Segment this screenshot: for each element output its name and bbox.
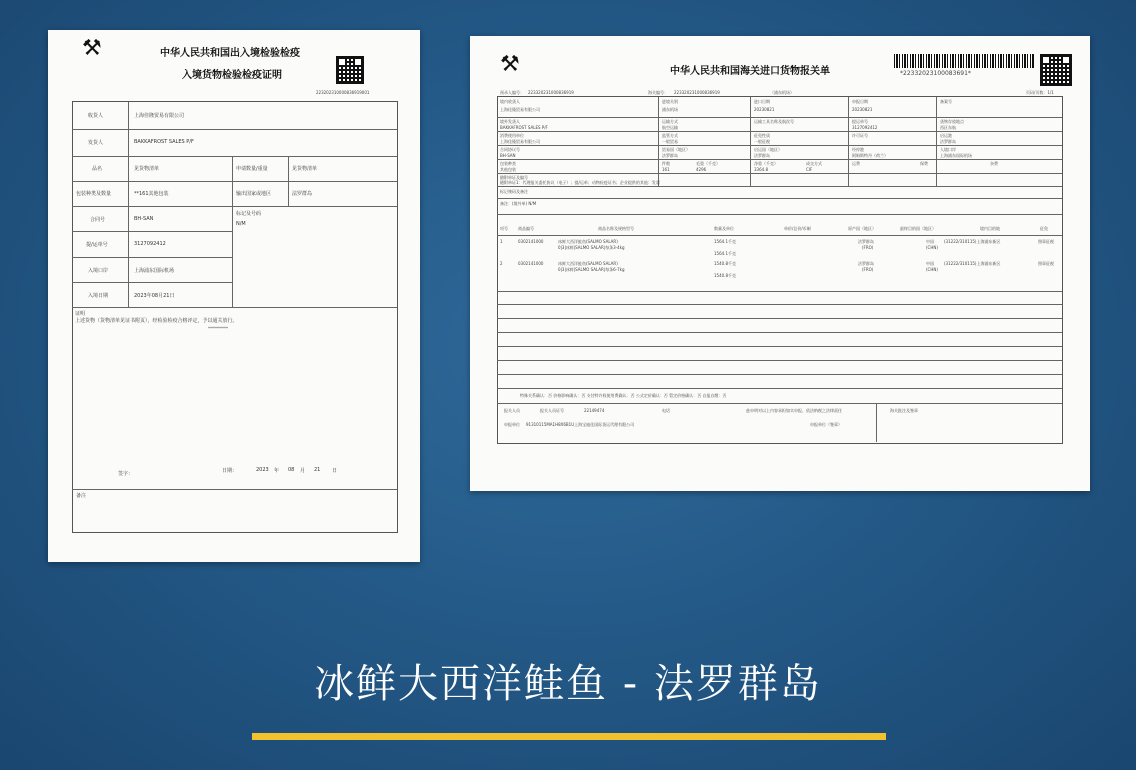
date-year-unit: 年 xyxy=(274,468,280,474)
field-port-value: 浦东机场 xyxy=(662,107,678,112)
goods-row-2-qty2: 1540.8千克 xyxy=(714,273,736,278)
statement-label: 证明 xyxy=(75,311,86,317)
field-transport-label: 运输方式 xyxy=(662,119,678,124)
field-pieces-label: 件数 xyxy=(662,161,670,166)
field-depart-country-value: 法罗群岛 xyxy=(754,153,770,158)
value-contract: BH-SAN xyxy=(134,216,154,222)
value-origin-country: 法罗群岛 xyxy=(292,191,313,197)
customs-no-value: 223320231000836919 xyxy=(674,90,720,95)
field-import-date-value: 20230821 xyxy=(754,107,775,112)
goods-header-qty: 数量及单位 xyxy=(714,226,734,231)
value-quantity: 见货物清单 xyxy=(292,166,318,172)
goods-row-2-origin-code: (FRO) xyxy=(862,267,874,272)
field-supervision-label: 监管方式 xyxy=(662,133,678,138)
field-loading-port-value: 法罗群岛 xyxy=(940,139,956,144)
date-month-unit: 月 xyxy=(300,468,306,474)
marks-label: 标记唛码及备注 xyxy=(500,189,528,194)
qr-code-icon xyxy=(336,56,364,84)
goods-header-exempt: 征免 xyxy=(1040,226,1048,231)
value-entry-port: 上海浦东国际机场 xyxy=(134,268,175,274)
qr-code-icon xyxy=(1040,54,1072,86)
field-transport-value: 航空运输 xyxy=(662,125,678,130)
goods-row-1-exempt: 照章征税 xyxy=(1038,239,1054,244)
certificate-title-2: 入境货物检验检疫证明 xyxy=(182,70,282,81)
label-entry-port: 入境口岸 xyxy=(88,268,109,274)
field-license-label: 许可证号 xyxy=(852,133,868,138)
field-tax-label: 征免性质 xyxy=(754,133,770,138)
barcode-icon xyxy=(894,54,1034,68)
field-trade-country-value: 法罗群岛 xyxy=(662,153,678,158)
field-trade-country-label: 贸易国（地区） xyxy=(662,147,690,152)
goods-row-1-origin-code: (FRO) xyxy=(862,245,874,250)
label-goods-name: 品名 xyxy=(92,166,103,172)
goods-row-2-dest-code: (CHN) xyxy=(926,267,938,272)
statement-text: 上述货物（货物清单见证书附页），经检验检疫合格评定，予以通关放行。 xyxy=(75,318,238,324)
field-package-label: 包装种类 xyxy=(500,161,516,166)
marks-text: 备注：(境外单) N/M xyxy=(500,201,537,206)
goods-row-1-dest-code: (CHN) xyxy=(926,245,938,250)
value-marks: N/M xyxy=(236,221,246,227)
goods-row-1-no: 1 xyxy=(500,239,503,244)
customs-emblem-icon: ⚒ xyxy=(500,52,520,77)
goods-row-2-no: 2 xyxy=(500,261,503,266)
confirm-row: 特殊关系确认：否 价格影响确认：否 支付特许权使用费确认：否 公式定价确认：否 暂定价格确认：否 自报自缴：否 xyxy=(520,393,727,398)
field-bill-value: 3127092412 xyxy=(852,125,878,130)
goods-row-2-dest: 中国 xyxy=(926,261,934,266)
field-transit-value: 阿姆斯特丹（荷兰） xyxy=(852,153,888,158)
value-goods-name: 见货物清单 xyxy=(134,166,160,172)
field-import-date-label: 进口日期 xyxy=(754,99,770,104)
certificate-title-1: 中华人民共和国出入境检验检疫 xyxy=(160,48,300,59)
declarant-cert-value: 22149474 xyxy=(584,408,605,413)
inspection-certificate xyxy=(48,30,420,562)
field-tax-value: 一般征税 xyxy=(754,139,770,144)
field-entry-port-value: 上海浦东国际机场 xyxy=(940,153,972,158)
label-consignee: 收货人 xyxy=(88,113,104,119)
phone-label: 电话 xyxy=(662,408,670,413)
field-consignee-label: 境内收货人 xyxy=(500,99,520,104)
customs-port: （浦东机场） xyxy=(770,90,794,95)
field-misc-label: 杂费 xyxy=(990,161,998,166)
field-net-label: 净重（千克） xyxy=(754,161,778,166)
goods-header-code: 商品编号 xyxy=(518,226,534,231)
goods-row-1-qty1: 1564.1千克 xyxy=(714,239,736,244)
goods-row-1-name: 冰鲜大西洋鲑鱼(SALMO SALAR) xyxy=(558,239,618,244)
field-contract-label: 合同协议号 xyxy=(500,147,520,152)
field-declare-date-label: 申报日期 xyxy=(852,99,868,104)
label-quantity: 申请数量/重量 xyxy=(236,166,268,172)
goods-row-1-origin: 法罗群岛 xyxy=(858,239,874,244)
field-shipper-label: 境外发货人 xyxy=(500,119,520,124)
field-port-label: 进境关别 xyxy=(662,99,678,104)
goods-row-1-code: 0302141000 xyxy=(518,239,544,244)
date-day: 21 xyxy=(314,467,321,473)
goods-row-1-qty2: 1564.1千克 xyxy=(714,251,736,256)
goods-header-origin: 原产国（地区） xyxy=(848,226,876,231)
declarant-label: 报关人员 xyxy=(504,408,520,413)
goods-row-2-qty1: 1540.8千克 xyxy=(714,261,736,266)
date-year: 2023 xyxy=(256,467,269,473)
sign-label: 签字： xyxy=(118,471,134,477)
field-depart-country-label: 启运国（地区） xyxy=(754,147,782,152)
field-insurance-label: 保费 xyxy=(920,161,928,166)
label-entry-date: 入境日期 xyxy=(88,293,109,299)
declarant-cert-label: 报关人员证号 xyxy=(540,408,564,413)
remarks-label: 备注 xyxy=(76,493,87,499)
value-consignee: 上海佳隆贸易有限公司 xyxy=(134,113,185,119)
declaring-unit-label: 申报单位 xyxy=(504,422,520,427)
date-month: 08 xyxy=(288,467,295,473)
pre-entry-value: 223320231000836919 xyxy=(528,90,574,95)
field-entry-port-label: 入境口岸 xyxy=(940,147,956,152)
customs-no-label: 海关编号： xyxy=(648,90,668,95)
value-entry-date: 2023年08月21日 xyxy=(134,293,175,299)
docs-text: 随附单证1：代理报关委托协议（电子）；提/运单；动物检疫证书；企业提供的其他：发票 xyxy=(500,180,660,185)
field-net-value: 3364.8 xyxy=(754,167,768,172)
value-bill-no: 3127092412 xyxy=(134,241,166,247)
label-contract: 合同号 xyxy=(90,217,106,223)
field-vessel-label: 运输工具名称及航次号 xyxy=(754,119,794,124)
goods-row-2-domestic: (31222/310115)上海浦东新区 xyxy=(944,261,1001,266)
field-transit-label: 经停港 xyxy=(852,147,864,152)
field-supervision-value: 一般贸易 xyxy=(662,139,678,144)
docs-label: 随附单证及编号 xyxy=(500,175,528,180)
customs-declaration xyxy=(470,36,1090,491)
page-number: 页码/页数：1/1 xyxy=(1026,90,1054,95)
label-marks: 标记及号码 xyxy=(236,211,262,217)
field-bill-label: 提运单号 xyxy=(852,119,868,124)
field-gross-value: 4296 xyxy=(696,167,707,172)
goods-row-1-dest: 中国 xyxy=(926,239,934,244)
field-consignee-value: 上海佳隆贸易有限公司 xyxy=(500,107,540,112)
goods-header-no: 项号 xyxy=(500,226,508,231)
customs-remark-label: 海关批注及签章 xyxy=(890,408,918,413)
goods-row-2-origin: 法罗群岛 xyxy=(858,261,874,266)
goods-row-1-domestic: (31222/310115)上海浦东新区 xyxy=(944,239,1001,244)
field-storage-label: 货物存放地点 xyxy=(940,119,964,124)
goods-header-domestic: 境内目的地 xyxy=(980,226,1000,231)
field-contract-value: BH-SAN xyxy=(500,153,516,158)
goods-row-2-code: 0302141000 xyxy=(518,261,544,266)
field-loading-port-label: 启运港 xyxy=(940,133,952,138)
caption-underline xyxy=(252,733,886,740)
field-gross-label: 毛重（千克） xyxy=(696,161,720,166)
field-pieces-value: 161 xyxy=(662,167,670,172)
field-package-value: 其他包装 xyxy=(500,167,516,172)
date-label: 日期： xyxy=(222,468,238,474)
label-consignor: 发货人 xyxy=(88,140,104,146)
label-bill-no: 提/运单号 xyxy=(86,242,108,248)
label-package: 包装种类及数量 xyxy=(76,191,112,197)
declaring-unit-value: 91310115MA1H8X6B1U上海宝迪佳国际货运代理有限公司 xyxy=(526,422,635,427)
caption-title: 冰鲜大西洋鲑鱼 - 法罗群岛 xyxy=(314,661,822,707)
field-declare-date-value: 20230821 xyxy=(852,107,873,112)
field-freight-label: 运费 xyxy=(852,161,860,166)
declaring-unit-seal: 申报单位（签章） xyxy=(810,422,842,427)
field-terms-label: 成交方式 xyxy=(806,161,822,166)
goods-row-2-exempt: 照章征税 xyxy=(1038,261,1054,266)
goods-header-name: 商品名称及规格型号 xyxy=(598,226,634,231)
label-origin-country: 输出国家或地区 xyxy=(236,191,272,197)
field-user-label: 消费使用单位 xyxy=(500,133,524,138)
barcode-text: *22332023100083691* xyxy=(900,70,971,77)
goods-row-2-spec: 0|3|冰鲜|SALMO SALAR|每条6-7kg xyxy=(558,267,625,272)
goods-row-2-name: 冰鲜大西洋鲑鱼(SALMO SALAR) xyxy=(558,261,618,266)
value-package: **161其他包装 xyxy=(134,191,169,197)
field-user-value: 上海佳隆贸易有限公司 xyxy=(500,139,540,144)
goods-row-1-spec: 0|3|冰鲜|SALMO SALAR|每条3-4kg xyxy=(558,245,625,250)
field-record-label: 备案号 xyxy=(940,99,952,104)
goods-header-price: 单价/总价/币制 xyxy=(784,226,811,231)
statement-stars: ********** xyxy=(208,326,228,331)
liability-statement: 兹申明对以上内容承担如实申报、依法纳税之法律责任 xyxy=(746,408,842,413)
field-shipper-value: BAKKAFROST SALES P/F xyxy=(500,125,548,130)
field-terms-value: CIF xyxy=(806,167,813,172)
pre-entry-label: 预录入编号： xyxy=(500,90,524,95)
goods-header-dest: 最终目的国（地区） xyxy=(900,226,936,231)
value-consignor: BAKKAFROST SALES P/F xyxy=(134,139,194,145)
declaration-title: 中华人民共和国海关进口货物报关单 xyxy=(670,66,830,77)
date-day-unit: 日 xyxy=(332,468,338,474)
customs-emblem-icon: ⚒ xyxy=(82,36,102,61)
field-storage-value: 西区东航 xyxy=(940,125,956,130)
certificate-serial: 223202310000836919001 xyxy=(316,90,370,95)
